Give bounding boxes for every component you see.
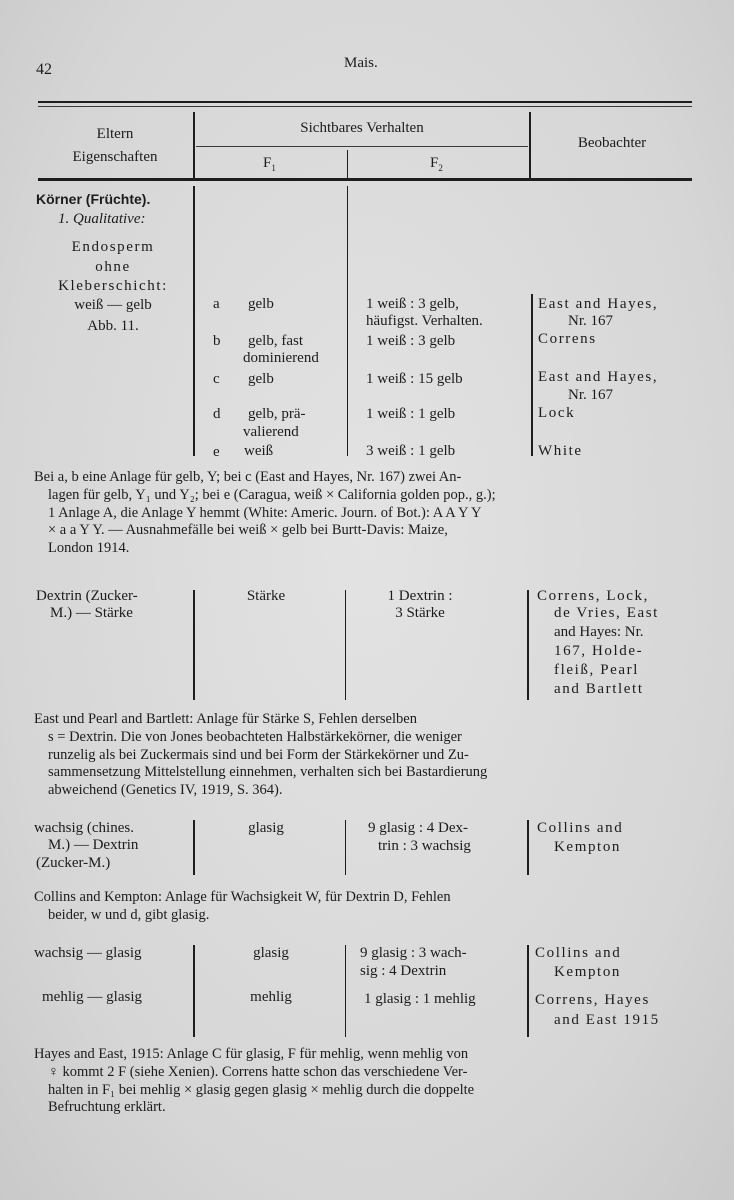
col-divider — [345, 820, 346, 875]
f1-cell: gelb, fast — [248, 333, 303, 349]
f2-cell: 9 glasig : 3 wach- — [360, 945, 467, 961]
f2-cell: 3 weiß : 1 gelb — [366, 443, 456, 459]
header-sichtbares-verhalten: Sichtbares Verhalten — [300, 120, 424, 136]
table-top-rule-thin — [38, 106, 692, 107]
header-eigenschaften: Eigenschaften — [72, 149, 158, 165]
col-divider — [529, 112, 531, 178]
text-line: × a a Y Y. — Ausnahmefälle bei weiß × gelb bei Burtt-Davis: Maize, — [48, 522, 448, 539]
parents: M.) — Stärke — [50, 605, 133, 621]
note-paragraph — [34, 711, 692, 800]
observer-cell: and Hayes: Nr. — [554, 624, 644, 640]
col-divider — [193, 186, 195, 456]
f1-cell: mehlig — [250, 989, 292, 1005]
text-line: s = Dextrin. Die von Jones beobachteten Halbstärkekörner, die weniger — [48, 728, 462, 745]
parents: M.) — Dextrin — [48, 837, 139, 853]
f2-cell: 1 Dextrin : — [387, 588, 453, 604]
observer-cell: Correns, Hayes — [535, 992, 650, 1008]
observer-cell: and Bartlett — [554, 681, 644, 697]
header-subrule — [196, 146, 528, 147]
text-line: sammensetzung Mittelstellung einnehmen, verhalten sich bei Bastardierung — [48, 764, 488, 781]
col-divider — [345, 590, 346, 700]
f2-cell: häufigst. Verhalten. — [366, 313, 483, 329]
col-divider — [347, 186, 348, 456]
text-line: Bei a, b eine Anlage für gelb, Y; bei c (East and Hayes, Nr. 167) zwei An- — [34, 469, 462, 485]
section-title: Körner (Früchte). — [36, 191, 151, 207]
f1-cell: Stärke — [246, 588, 286, 604]
f1-cell: glasig — [253, 945, 289, 961]
trait-label: Endosperm — [71, 239, 155, 255]
f1-cell: gelb — [248, 296, 274, 312]
text-line: Hayes and East, 1915: Anlage C für glasig, F für mehlig, wenn mehlig von — [34, 1046, 469, 1062]
observer-cell: White — [538, 443, 583, 459]
note-paragraph — [34, 889, 692, 925]
observer-cell: East and Hayes, — [538, 369, 659, 385]
f2-cell: 1 weiß : 3 gelb, — [366, 296, 459, 312]
f2-cell: 1 weiß : 1 gelb — [366, 406, 456, 422]
col-divider — [531, 294, 533, 456]
running-head: Mais. — [344, 55, 378, 71]
text-line: beider, w und d, gibt glasig. — [48, 906, 210, 923]
f1-cell: gelb — [248, 371, 274, 387]
row-letter: e — [213, 444, 220, 460]
col-divider — [193, 590, 195, 700]
parents: mehlig — glasig — [42, 989, 142, 1005]
f2-cell: sig : 4 Dextrin — [360, 963, 447, 979]
trait-label: Kleberschicht: — [58, 278, 168, 294]
observer-cell: and East 1915 — [554, 1012, 660, 1028]
f1-cell: gelb, prä- — [248, 406, 306, 422]
trait-label: ohne — [95, 259, 131, 275]
parents: (Zucker-M.) — [36, 855, 111, 871]
header-beobachter: Beobachter — [577, 135, 647, 151]
text-line: ♀ kommt 2 F (siehe Xenien). Correns hatte schon das verschiedene Ver- — [48, 1063, 468, 1080]
f2-cell: 3 Stärke — [395, 605, 445, 621]
col-divider — [527, 820, 529, 875]
text-line: Collins and Kempton: Anlage für Wachsigkeit W, für Dextrin D, Fehlen — [34, 889, 451, 905]
f2-cell: 1 weiß : 3 gelb — [366, 333, 456, 349]
header-f2: $F_2$ — [430, 155, 443, 173]
table-top-rule — [38, 101, 692, 103]
observer-cell: Collins and — [535, 945, 622, 961]
note-paragraph — [34, 1046, 692, 1117]
col-divider — [527, 590, 529, 700]
text-line: East und Pearl and Bartlett: Anlage für Stärke S, Fehlen derselben — [34, 711, 417, 727]
text-line: halten in F₁ bei mehlig × glasig gegen glasig × mehlig durch die doppelte — [48, 1081, 475, 1098]
text-line: lagen für gelb, Y₁ und Y₂; bei e (Caragua, weiß × California golden pop., g.); — [48, 486, 496, 503]
row-letter: c — [213, 371, 220, 387]
col-divider — [193, 820, 195, 875]
observer-cell: Lock — [538, 405, 576, 421]
observer-cell: East and Hayes, — [538, 296, 659, 312]
f2-cell: 9 glasig : 4 Dex- — [368, 820, 468, 836]
row-letter: b — [213, 333, 221, 349]
page-number: 42 — [36, 61, 52, 78]
observer-cell: Nr. 167 — [568, 313, 613, 329]
col-divider — [193, 112, 195, 178]
header-eltern: Eltern — [96, 126, 134, 142]
f1-cell: glasig — [248, 820, 284, 836]
text-line: London 1914. — [48, 540, 130, 557]
f1-cell: dominierend — [243, 350, 319, 366]
f1-cell: valierend — [243, 424, 299, 440]
observer-cell: fleiß, Pearl — [554, 662, 640, 678]
observer-cell: de Vries, East — [554, 605, 659, 621]
figure-ref: Abb. 11. — [87, 318, 139, 334]
f2-cell: 1 glasig : 1 mehlig — [364, 991, 476, 1007]
observer-cell: Kempton — [554, 964, 622, 980]
observer-cell: Collins and — [537, 820, 624, 836]
col-divider — [193, 945, 195, 1037]
parents: weiß — gelb — [74, 297, 152, 313]
note-paragraph — [34, 469, 692, 558]
parents: wachsig (chines. — [34, 820, 134, 836]
text-line: runzelig als bei Zuckermais sind und bei Form der Stärkekörner und Zu- — [48, 746, 469, 763]
col-divider — [527, 945, 529, 1037]
f1-cell: weiß — [244, 443, 274, 459]
f2-cell: trin : 3 wachsig — [378, 838, 471, 854]
row-letter: d — [213, 406, 221, 422]
header-bottom-rule — [38, 178, 692, 181]
header-f1: $F_1$ — [263, 155, 276, 173]
observer-cell: Kempton — [554, 839, 622, 855]
text-line: 1 Anlage A, die Anlage Y hemmt (White: Americ. Journ. of Bot.): A A Y Y — [48, 504, 482, 521]
observer-cell: Nr. 167 — [568, 387, 613, 403]
observer-cell: Correns — [538, 331, 597, 347]
text-line: Befruchtung erklärt. — [48, 1099, 166, 1116]
col-divider — [347, 150, 348, 178]
text-line: abweichend (Genetics IV, 1919, S. 364). — [48, 782, 283, 799]
observer-cell: Correns, Lock, — [537, 588, 649, 604]
row-letter: a — [213, 296, 220, 312]
observer-cell: 167, Holde- — [554, 643, 644, 659]
parents: wachsig — glasig — [34, 945, 142, 961]
parents: Dextrin (Zucker- — [36, 588, 138, 604]
section-subtitle: 1. Qualitative: — [58, 211, 146, 227]
f2-cell: 1 weiß : 15 gelb — [366, 371, 463, 387]
